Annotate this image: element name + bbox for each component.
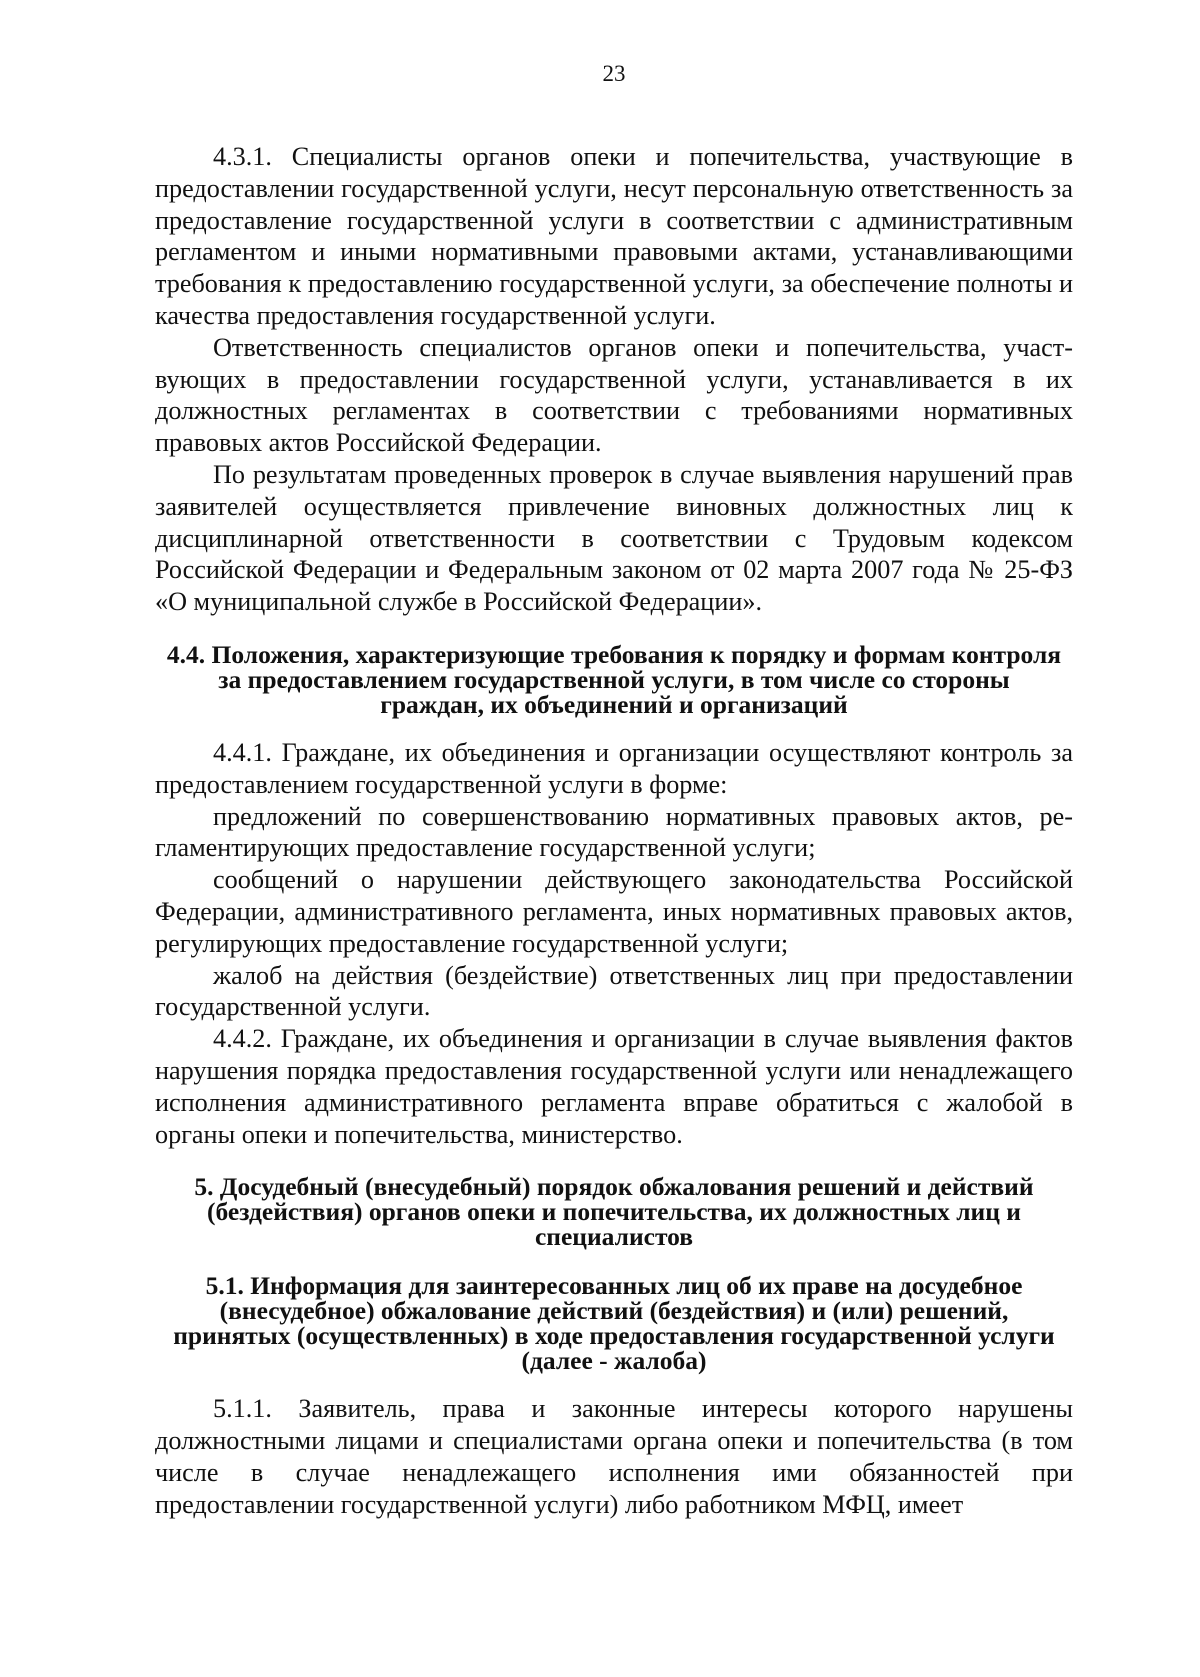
paragraph-4-4-1: 4.4.1. Граждане, их объединения и организации осуществляют контроль за предоставлением государственной услуги в форме: — [155, 737, 1073, 799]
heading-5-1: 5.1. Информация для заинтересованных лиц об их праве на досудебное (внесудебное) обжалование действий (бездействия) и (или) решений, принятых (осуществленных) в ходе предоставления государственной услуги (далее - жалоба) — [173, 1271, 1055, 1376]
document-body — [155, 141, 1073, 1521]
paragraph-reports: сообщений о нарушении действующего законодательства Российской Федерации, административного регламента, иных нормативных правовых актов, регулирующих предоставление государственной услуги; — [155, 865, 1073, 958]
paragraph-responsibility: Ответственность специалистов органов опеки и попечительства, участвующих в предоставлении государственной услуги, устанавливается в их должностных регламентах в соответствии с требованиями нормативных правовых актов Российской Федерации. — [155, 332, 1073, 458]
paragraph-4-3-1: 4.3.1. Специалисты органов опеки и попечительства, участвующие в предоставлении государственной услуги, несут персональную ответственность за предоставление государственной услуги в соответствии с административным регламентом и иными нормативными правовыми актами, устанавливающими требования к предоставлению государственной услуги, за обеспечение полноты и качества предоставления государственной услуги. — [155, 142, 1073, 330]
paragraph-4-4-2: 4.4.2. Граждане, их объединения и организации в случае выявления фактов нарушения порядка предоставления государственной услуги или ненадлежащего исполнения административного регламента вправе обратиться с жалобой в органы опеки и попечительства, министерство. — [155, 1024, 1073, 1149]
heading-5: 5. Досудебный (внесудебный) порядок обжалования решений и действий (бездействия) органов опеки и попечительства, их должностных лиц и специалистов — [194, 1172, 1034, 1252]
paragraph-5-1-1: 5.1.1. Заявитель, права и законные интересы которого нарушены должностными лицами и специалистами органа опеки и попечительства (в том числе в случае ненадлежащего исполнения ими обязанностей при предоставлении государственной услуги) либо работником МФЦ, имеет — [155, 1394, 1073, 1519]
paragraph-proposals: предложений по совершенствованию нормативных правовых актов, регламентирующих предоставление государственной услуги; — [155, 801, 1073, 863]
paragraph-complaints: жалоб на действия (бездействие) ответственных лиц при предоставлении государственной услуги. — [155, 960, 1073, 1022]
heading-4-4: 4.4. Положения, характеризующие требования к порядку и формам контроля за предоставлением государственной услуги, в том числе со стороны граждан, их объединений и организаций — [166, 639, 1062, 719]
page-number: 23 — [602, 61, 626, 86]
paragraph-inspections: По результатам проведенных проверок в случае выявления нарушений прав заявителей осуществляется привлечение виновных должностных лиц к дисциплинарной ответственности в соответствии с Трудовым кодексом Российской Федерации и Федеральным законом от 02 марта 2007 года № 25-ФЗ «О муниципальной службе в Российской Федерации». — [155, 459, 1073, 617]
